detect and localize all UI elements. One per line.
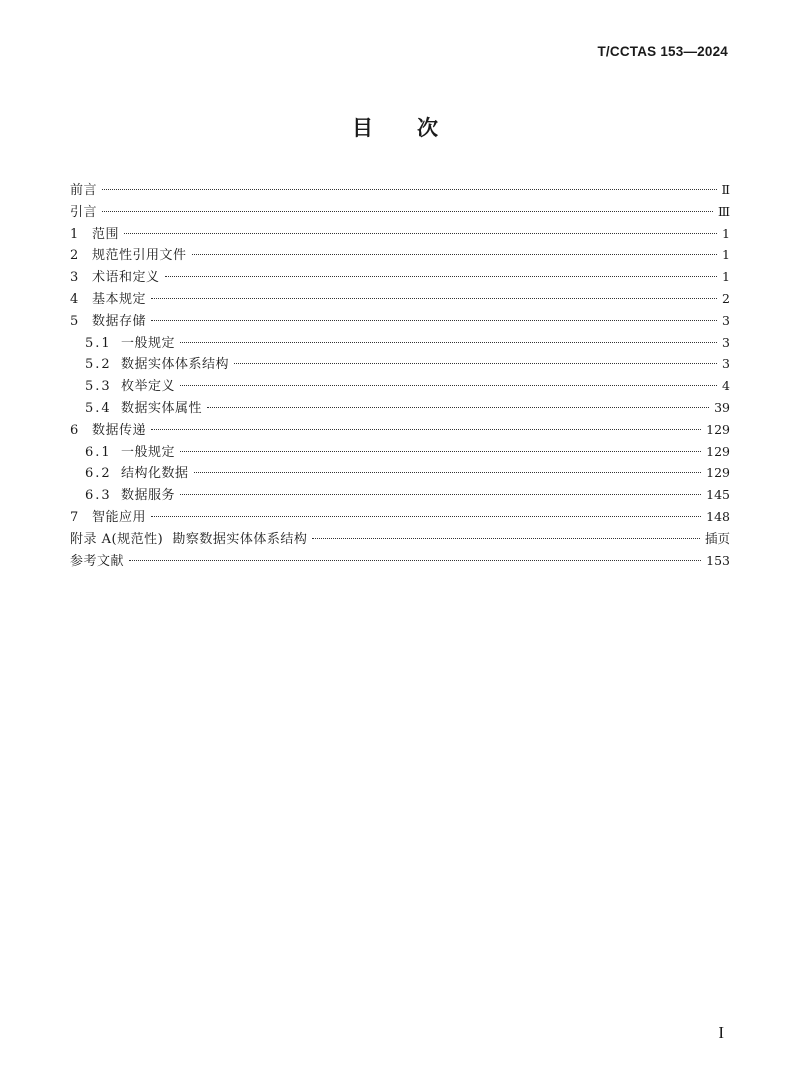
toc-entry-number: 5.4 <box>85 400 112 416</box>
toc-entry-number: 6.2 <box>85 466 112 482</box>
toc-entry-number: 7 <box>70 509 80 525</box>
toc-entry-page: 1 <box>722 247 730 263</box>
toc-entry-number: 6.1 <box>85 444 112 460</box>
toc-entry[interactable] <box>70 266 730 288</box>
toc-dot-leader <box>151 298 717 299</box>
toc-entry-page: 1 <box>722 225 730 241</box>
toc-dot-leader <box>151 516 701 517</box>
toc-entry-number: 6.3 <box>85 488 112 504</box>
toc-dot-leader <box>312 538 700 539</box>
toc-dot-leader <box>165 276 718 277</box>
toc-entry[interactable] <box>70 179 730 201</box>
toc-dot-leader <box>192 254 718 255</box>
toc-entry[interactable] <box>70 353 730 375</box>
toc-entry-page: Ⅲ <box>717 203 730 219</box>
toc-entry[interactable] <box>70 223 730 245</box>
toc-entry-label: 数据实体属性 <box>121 400 203 416</box>
toc-entry[interactable] <box>70 484 730 506</box>
toc-entry-number: 5.2 <box>85 357 112 373</box>
toc-entry-label: 规范性引用文件 <box>92 248 187 264</box>
toc-dot-leader <box>207 407 709 408</box>
toc-entry-page: Ⅱ <box>721 182 730 197</box>
toc-entry-page: 129 <box>706 421 730 437</box>
toc-entry[interactable] <box>70 201 730 223</box>
toc-dot-leader <box>102 211 713 212</box>
toc-entry[interactable] <box>70 462 730 484</box>
toc-entry-label: 基本规定 <box>92 291 147 307</box>
page-number: I <box>718 1023 724 1042</box>
toc-entry-number: 5.3 <box>85 379 112 395</box>
toc-entry-page: 148 <box>706 508 730 524</box>
toc-entry-label: 数据服务 <box>121 488 176 504</box>
toc-dot-leader <box>180 451 701 452</box>
toc-entry[interactable] <box>70 506 730 528</box>
page-title: 目次 <box>352 116 482 140</box>
toc-entry-label: 前言 <box>70 183 98 198</box>
toc-entry[interactable] <box>70 441 730 463</box>
toc-entry-label: 引言 <box>70 204 98 220</box>
toc-entry-page: 129 <box>706 443 730 459</box>
toc-entry-page: 3 <box>722 312 730 328</box>
table-of-contents <box>70 179 730 571</box>
toc-dot-leader <box>180 342 717 343</box>
toc-entry-label: 范围 <box>92 226 120 242</box>
toc-entry-label: 结构化数据 <box>121 466 189 482</box>
toc-dot-leader <box>151 429 701 430</box>
toc-entry[interactable] <box>70 332 730 354</box>
toc-entry-label: 智能应用 <box>92 509 147 525</box>
toc-entry[interactable] <box>70 528 730 550</box>
toc-dot-leader <box>180 385 717 386</box>
toc-entry-page: 39 <box>714 399 730 415</box>
toc-dot-leader <box>234 363 717 364</box>
toc-entry-label: 一般规定 <box>121 444 176 460</box>
toc-entry-page: 145 <box>706 487 730 503</box>
toc-entry[interactable] <box>70 310 730 332</box>
toc-dot-leader <box>194 472 702 473</box>
standard-number: T/CCTAS 153—2024 <box>597 44 728 59</box>
toc-entry-page: 4 <box>722 378 730 394</box>
toc-entry[interactable] <box>70 550 730 572</box>
toc-entry-label: 附录 A(规范性) 勘察数据实体体系结构 <box>70 531 308 547</box>
toc-entry-number: 6 <box>70 422 80 438</box>
toc-entry-page: 3 <box>722 356 730 372</box>
toc-entry-page: 1 <box>722 269 730 285</box>
toc-entry[interactable] <box>70 375 730 397</box>
toc-entry-number: 5.1 <box>85 335 112 351</box>
toc-dot-leader <box>129 560 701 561</box>
toc-dot-leader <box>151 320 717 321</box>
toc-dot-leader <box>124 233 717 234</box>
toc-dot-leader <box>180 494 701 495</box>
toc-entry-page: 插页 <box>704 530 730 546</box>
toc-entry-label: 数据存储 <box>92 313 147 329</box>
toc-entry-page: 153 <box>706 552 730 568</box>
toc-entry-label: 术语和定义 <box>92 270 160 286</box>
toc-entry-page: 3 <box>722 334 730 350</box>
toc-entry[interactable] <box>70 288 730 310</box>
toc-entry-number: 3 <box>70 270 80 286</box>
toc-entry[interactable] <box>70 419 730 441</box>
toc-entry-label: 数据传递 <box>92 422 147 438</box>
toc-entry-label: 数据实体体系结构 <box>121 357 230 373</box>
toc-entry-label: 枚举定义 <box>121 379 176 395</box>
toc-entry-number: 4 <box>70 291 80 307</box>
toc-entry[interactable] <box>70 244 730 266</box>
toc-entry-number: 1 <box>70 226 80 242</box>
toc-entry-label: 一般规定 <box>121 335 176 351</box>
toc-entry-page: 2 <box>722 290 730 306</box>
toc-entry-page: 129 <box>706 465 730 481</box>
toc-entry-label: 参考文献 <box>70 553 125 569</box>
toc-dot-leader <box>102 189 716 190</box>
toc-entry-number: 5 <box>70 313 80 329</box>
toc-entry-number: 2 <box>70 248 80 264</box>
toc-entry[interactable] <box>70 397 730 419</box>
